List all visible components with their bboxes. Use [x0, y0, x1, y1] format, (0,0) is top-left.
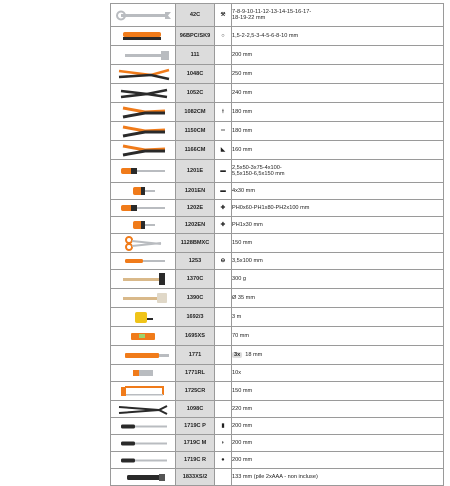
table-row: [111, 84, 444, 103]
table-row: [111, 308, 444, 327]
flat-file-icon: [111, 418, 175, 434]
product-code: 1201E: [176, 160, 215, 183]
size-description: [232, 4, 444, 27]
table-row: [111, 253, 444, 270]
product-code: 1082CM: [176, 103, 215, 122]
product-code: 1719C P: [176, 418, 215, 435]
tool-image-cell: [111, 382, 176, 401]
round-file-icon: [111, 452, 175, 468]
product-code: 1048C: [176, 65, 215, 84]
size-text: 1,5-2-2,5-3-4-5-6-8-10 mm: [232, 33, 299, 39]
product-code: 1202EN: [176, 217, 215, 234]
profile-symbol: ▬: [215, 183, 232, 200]
tool-image-cell: [111, 253, 176, 270]
product-code: 1695XS: [176, 327, 215, 346]
product-code: 1150CM: [176, 122, 215, 141]
tool-image-cell: [111, 122, 176, 141]
table-row: [111, 270, 444, 289]
table-row: [111, 469, 444, 486]
tool-image-cell: [111, 418, 176, 435]
half-round-file-icon: [111, 435, 175, 451]
size-description: [232, 327, 444, 346]
size-text: 200 mm: [232, 423, 253, 429]
size-description: [232, 469, 444, 486]
table-row: [111, 452, 444, 469]
slip-joint-pliers-icon: [111, 85, 175, 101]
size-text: 3 m: [232, 314, 242, 320]
size-description: [232, 308, 444, 327]
profile-symbol: [215, 84, 232, 103]
profile-symbol: [215, 65, 232, 84]
size-description: [232, 382, 444, 401]
size-text: 150 mm: [232, 240, 253, 246]
table-row: [111, 401, 444, 418]
tool-list-body: [111, 4, 444, 486]
product-code: 1719C R: [176, 452, 215, 469]
size-description: [232, 401, 444, 418]
profile-symbol: [215, 46, 232, 65]
scissors-icon: [111, 235, 175, 251]
table-row: [111, 327, 444, 346]
size-text: 220 mm: [232, 406, 253, 412]
size-description: [232, 270, 444, 289]
pincers-icon: [111, 401, 175, 417]
profile-symbol: [215, 234, 232, 253]
level-icon: [111, 328, 175, 344]
size-description: [232, 435, 444, 452]
product-code: 1719C M: [176, 435, 215, 452]
size-description: [232, 217, 444, 234]
tool-image-cell: [111, 183, 176, 200]
table-row: [111, 365, 444, 382]
hacksaw-icon: [111, 383, 175, 399]
size-description: [232, 200, 444, 217]
size-description: [232, 160, 444, 183]
table-row: [111, 183, 444, 200]
table-row: [111, 289, 444, 308]
profile-symbol: ◣: [215, 141, 232, 160]
size-description: [232, 84, 444, 103]
table-row: [111, 217, 444, 234]
size-description: [232, 46, 444, 65]
profile-symbol: [215, 469, 232, 486]
long-nose-pliers-icon: [111, 142, 175, 158]
profile-symbol: ◗: [215, 435, 232, 452]
tool-image-cell: [111, 365, 176, 382]
tool-image-cell: [111, 452, 176, 469]
profile-symbol: [215, 346, 232, 365]
size-text: 250 mm: [232, 71, 253, 77]
size-text: 18 mm: [245, 352, 263, 358]
table-row: [111, 418, 444, 435]
tool-image-cell: [111, 327, 176, 346]
product-code: 1098C: [176, 401, 215, 418]
tool-image-cell: [111, 141, 176, 160]
size-description: [232, 183, 444, 200]
table-row: [111, 65, 444, 84]
tool-image-cell: [111, 308, 176, 327]
tool-image-cell: [111, 234, 176, 253]
profile-symbol: [215, 270, 232, 289]
adjustable-wrench-icon: [111, 47, 175, 63]
flat-screwdriver-icon: [111, 163, 175, 179]
tool-image-cell: [111, 217, 176, 234]
tool-image-cell: [111, 46, 176, 65]
combination-pliers-icon: [111, 123, 175, 139]
product-code: 1390C: [176, 289, 215, 308]
table-row: [111, 27, 444, 46]
size-description: [232, 452, 444, 469]
cutting-nippers-icon: [111, 104, 175, 120]
profile-symbol: ▮: [215, 418, 232, 435]
blade-pack-icon: [111, 365, 175, 381]
profile-symbol: ▬: [215, 160, 232, 183]
mallet-icon: [111, 290, 175, 306]
product-code: 1771RL: [176, 365, 215, 382]
profile-symbol: [215, 289, 232, 308]
product-code: 1128BMXC: [176, 234, 215, 253]
tool-image-cell: [111, 84, 176, 103]
product-code: 1833XS/2: [176, 469, 215, 486]
size-text: 7-8-9-10-11-12-13-14-15-16-17- 18-19-22 mm: [232, 9, 312, 21]
profile-symbol: ●: [215, 452, 232, 469]
test-screwdriver-icon: [111, 253, 175, 269]
size-description: [232, 103, 444, 122]
size-description: [232, 234, 444, 253]
stubby-screwdriver-icon: [111, 183, 175, 199]
product-code: 42C: [176, 4, 215, 27]
tool-image-cell: [111, 289, 176, 308]
profile-symbol: ✚: [215, 217, 232, 234]
quantity-badge: 3x: [234, 352, 241, 358]
cutter-knife-icon: [111, 347, 175, 363]
water-pump-pliers-icon: [111, 66, 175, 82]
phillips-screwdriver-icon: [111, 200, 175, 216]
table-row: [111, 103, 444, 122]
tool-image-cell: [111, 401, 176, 418]
size-description: [232, 289, 444, 308]
profile-symbol: [215, 382, 232, 401]
table-row: [111, 346, 444, 365]
profile-symbol: ○: [215, 27, 232, 46]
flashlight-icon: [111, 469, 175, 485]
hammer-icon: [111, 271, 175, 287]
product-code: 1166CM: [176, 141, 215, 160]
size-text: 70 mm: [232, 333, 250, 339]
tool-image-cell: [111, 65, 176, 84]
product-code: 1201EN: [176, 183, 215, 200]
product-code: 1253: [176, 253, 215, 270]
size-text: 133 mm (pile 2xAAA - non incluse): [232, 474, 318, 480]
size-description: [232, 27, 444, 46]
tool-list-table: [110, 3, 444, 486]
size-text: 180 mm: [232, 109, 253, 115]
table-row: [111, 160, 444, 183]
profile-symbol: ⚒: [215, 4, 232, 27]
size-text: 3,5x100 mm: [232, 258, 263, 264]
product-code: 1771: [176, 346, 215, 365]
tool-image-cell: [111, 27, 176, 46]
size-text: 180 mm: [232, 128, 253, 134]
size-description: [232, 418, 444, 435]
size-description: [232, 365, 444, 382]
tool-image-cell: [111, 435, 176, 452]
size-text: 200 mm: [232, 457, 253, 463]
size-description: [232, 122, 444, 141]
table-row: [111, 122, 444, 141]
tool-image-cell: [111, 103, 176, 122]
tool-image-cell: [111, 270, 176, 289]
table-row: [111, 382, 444, 401]
size-text: 160 mm: [232, 147, 253, 153]
tool-image-cell: [111, 4, 176, 27]
profile-symbol: ⟊: [215, 103, 232, 122]
product-code: 1202E: [176, 200, 215, 217]
size-text: 2,5x50-3x75-4x100- 5,5x150-6,5x150 mm: [232, 165, 285, 177]
product-code: 1692/3: [176, 308, 215, 327]
size-description: [232, 141, 444, 160]
size-text: 10x: [232, 370, 242, 376]
size-description: [232, 346, 444, 365]
size-text: 300 g: [232, 276, 246, 282]
size-text: 240 mm: [232, 90, 253, 96]
hex-key-set-icon: [111, 28, 175, 44]
profile-symbol: [215, 308, 232, 327]
tool-image-cell: [111, 160, 176, 183]
stubby-phillips-icon: [111, 217, 175, 233]
size-description: [232, 65, 444, 84]
profile-symbol: [215, 401, 232, 418]
profile-symbol: [215, 365, 232, 382]
product-code: 96BPC/SK9: [176, 27, 215, 46]
product-code: 111: [176, 46, 215, 65]
table-row: [111, 234, 444, 253]
profile-symbol: ✚: [215, 200, 232, 217]
tool-image-cell: [111, 200, 176, 217]
profile-symbol: ═: [215, 122, 232, 141]
size-text: 200 mm: [232, 440, 253, 446]
table-row: [111, 200, 444, 217]
tape-measure-icon: [111, 309, 175, 325]
size-text: PH0x60-PH1x80-PH2x100 mm: [232, 205, 310, 211]
profile-symbol: [215, 327, 232, 346]
combination-wrench-icon: [111, 7, 175, 23]
tool-image-cell: [111, 469, 176, 486]
table-row: [111, 435, 444, 452]
table-row: [111, 4, 444, 27]
product-code: 1725CR: [176, 382, 215, 401]
profile-symbol: ⊖: [215, 253, 232, 270]
tool-image-cell: [111, 346, 176, 365]
product-code: 1370C: [176, 270, 215, 289]
size-text: 4x30 mm: [232, 188, 256, 194]
table-row: [111, 141, 444, 160]
size-text: 200 mm: [232, 52, 253, 58]
size-text: PH1x30 mm: [232, 222, 263, 228]
size-description: [232, 253, 444, 270]
size-text: Ø 35 mm: [232, 295, 256, 301]
product-code: 1052C: [176, 84, 215, 103]
size-text: 150 mm: [232, 388, 253, 394]
table-row: [111, 46, 444, 65]
